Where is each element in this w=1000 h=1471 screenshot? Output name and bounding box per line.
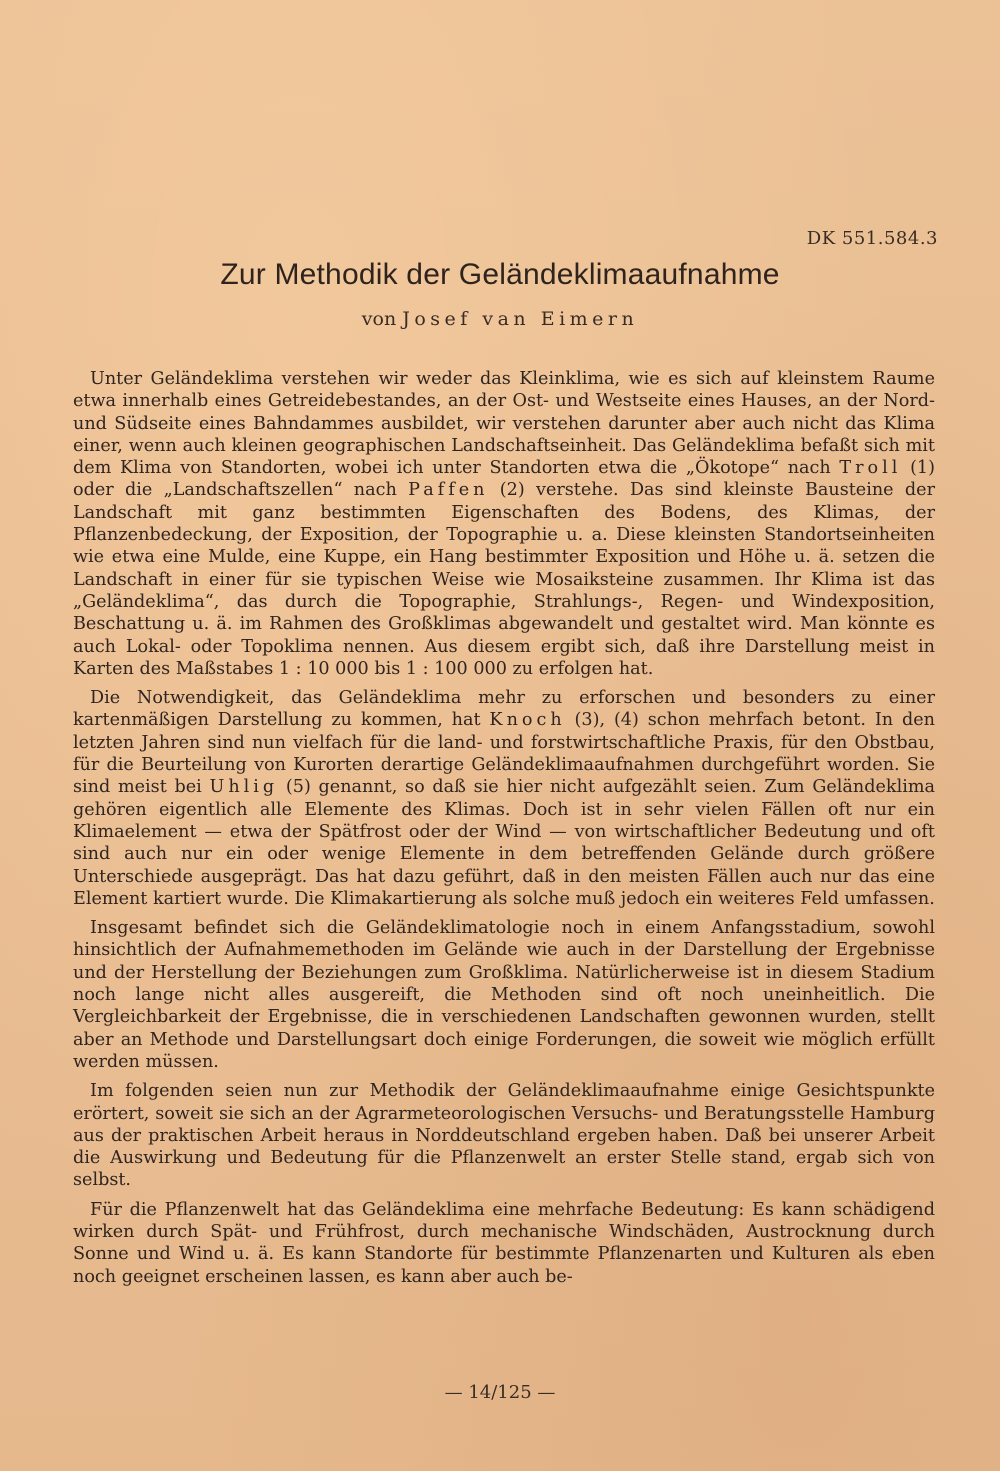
cited-author-name: Knoch [489, 710, 566, 731]
text-run: Insgesamt befindet sich die Geländeklimatologie noch in einem Anfangsstadium, sowohl hinsichtlich der Aufnahmemethoden im Gelände wie auch in der Darstellung der Ergebnisse und der Herstellung der Beziehungen zum Großklima. Natürlicherweise ist in diesem Stadium noch lange nicht alles ausgereift, die Methoden sind oft noch uneinheitlich. Die Vergleichbarkeit der Ergebnisse, die in verschiedenen Landschaften gewonnen wurden, stellt aber an Methode und Darstellungsart doch einige Forderungen, die soweit wie möglich erfüllt werden müssen. [73, 918, 935, 1072]
text-run: Die Notwendigkeit, das Geländeklima mehr zu erforschen und besonders zu einer kartenmäßigen Darstellung zu kommen, hat [73, 688, 935, 731]
text-run: (2) verstehe. Das sind kleinste Bausteine der Landschaft mit ganz bestimmten Eigenschaften des Bodens, des Klimas, der Pflanzenbedeckung, der Exposition, der Topographie u. a. Diese kleinsten Standortseinheiten wie etwa eine Mulde, eine Kuppe, ein Hang bestimmter Exposition und Höhe u. ä. setzen die Landschaft in einer für sie typischen Weise wie Mosaiksteine zusammen. Ihr Klima ist das „Geländeklima“, das durch die Topographie, Strahlungs-, Regen- und Windexposition, Beschattung u. ä. im Rahmen des Großklimas abgewandelt und gestaltet wird. Man könnte es auch Lokal- oder Topoklima nennen. Aus diesem ergibt sich, daß ihre Darstellung meist in Karten des Maßstabes 1 : 10 000 bis 1 : 100 000 zu erfolgen hat. [73, 480, 935, 679]
text-run: (1) oder die „Landschaftszellen“ nach [73, 458, 935, 501]
author-byline [0, 308, 1000, 330]
page-number: — 14/125 — [444, 1382, 556, 1403]
classification-code: DK 551.584.3 [806, 228, 938, 249]
byline-prefix: von [361, 308, 397, 330]
text-run: Unter Geländeklima verstehen wir weder das Kleinklima, wie es sich auf kleinstem Raume etwa innerhalb eines Getreidebestandes, an der Ost- und Westseite eines Hauses, an der Nord- und Südseite eines Bahndammes ausbildet, wir verstehen darunter aber auch nicht das Klima einer, wenn auch kleinen geographischen Landschaftseinheit. Das Geländeklima befaßt sich mit dem Klima von Standorten, wobei ich unter Standorten etwa die „Ökotope“ nach [73, 369, 935, 479]
body-paragraph [73, 368, 935, 680]
cited-author-name: Troll [839, 458, 902, 479]
cited-author-name: Uhlig [209, 777, 279, 798]
text-run: (3), (4) schon mehrfach betont. In den letzten Jahren sind nun vielfach für die land- und forstwirtschaftliche Praxis, für den Obstbau, für die Beurteilung von Kurorten derartige Geländeklimaaufnahmen durchgeführt worden. Sie sind meist bei [73, 710, 935, 798]
article-title: Zur Methodik der Geländeklimaaufnahme [220, 258, 780, 291]
text-run: (5) genannt, so daß sie hier nicht aufgezählt seien. Zum Geländeklima gehören eigentlich alle Elemente des Klimas. Doch ist in sehr vielen Fällen oft nur ein Klimaelement — etwa der Spätfrost oder der Wind — von wirtschaftlicher Bedeutung und oft sind auch nur ein oder wenige Elemente in dem betreffenden Gelände durch größere Unterschiede ausgeprägt. Das hat dazu geführt, daß in den meisten Fällen auch nur das eine Element kartiert wurde. Die Klimakartierung als solche muß jedoch ein weiteres Feld umfassen. [73, 777, 935, 909]
cited-author-name: Paffen [408, 480, 489, 501]
body-paragraph [73, 687, 935, 910]
text-run: Für die Pflanzenwelt hat das Geländeklima eine mehrfache Bedeutung: Es kann schädigend wirken durch Spät- und Frühfrost, durch mechanische Windschäden, Austrocknung durch Sonne und Wind u. ä. Es kann Standorte für bestimmte Pflanzenarten und Kulturen als eben noch geeignet erscheinen lassen, es kann aber auch be- [73, 1199, 935, 1287]
article-body [73, 368, 935, 1295]
author-name: Josef van Eimern [402, 308, 639, 330]
body-paragraph [73, 917, 935, 1073]
body-paragraph [73, 1080, 935, 1191]
text-run: Im folgenden seien nun zur Methodik der Geländeklimaaufnahme einige Gesichtspunkte erörtert, soweit sie sich an der Agrarmeteorologischen Versuchs- und Beratungsstelle Hamburg aus der praktischen Arbeit heraus in Norddeutschland ergeben haben. Daß bei unserer Arbeit die Auswirkung und Bedeutung für die Pflanzenwelt an erster Stelle stand, ergab sich von selbst. [73, 1081, 935, 1191]
body-paragraph [73, 1199, 935, 1288]
